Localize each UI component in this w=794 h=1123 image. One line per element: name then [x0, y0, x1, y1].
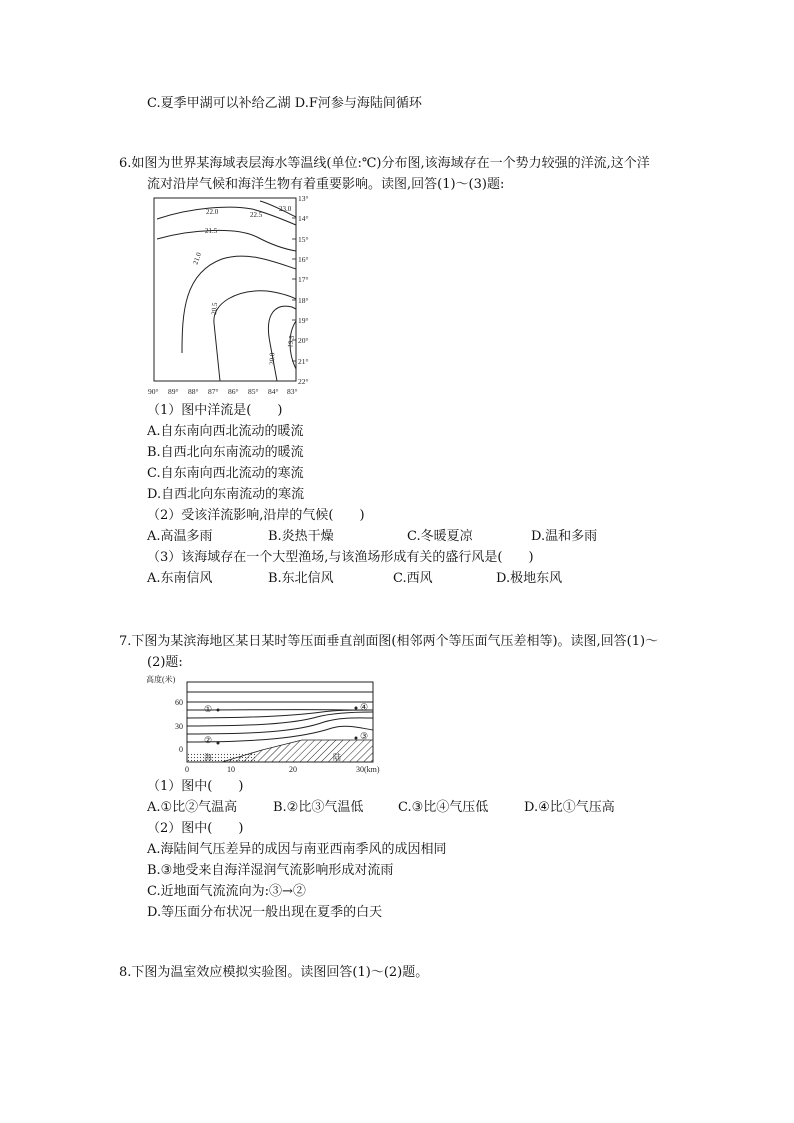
q7-sub2-question: （2）图中( )	[147, 821, 244, 836]
lat-label: 16°	[298, 255, 309, 264]
q6-sub1-option-d[interactable]: D.自西北向东南流动的寒流	[147, 487, 305, 502]
lat-label: 14°	[298, 214, 309, 223]
lat-label: 22°	[298, 377, 309, 386]
q7-stem-line2: (2)题:	[147, 655, 183, 670]
q7-sub1-question: （1）图中( )	[147, 779, 244, 794]
q6-sub1-option-a[interactable]: A.自东南向西北流动的暖流	[147, 424, 304, 439]
q6-sub1-option-c[interactable]: C.自东南向西北流动的寒流	[147, 466, 304, 481]
point-2: ②	[204, 735, 213, 745]
q6-stem-line2: 流对沿岸气候和海洋生物有着重要影响。读图,回答(1)～(3)题:	[147, 177, 505, 192]
q7-sub2-option-a[interactable]: A.海陆间气压差异的成因与南亚西南季风的成因相同	[147, 842, 447, 857]
point-4: ④	[360, 702, 369, 712]
isotherm-21-5: 21.5	[205, 227, 218, 235]
sea-label: 海	[204, 753, 212, 762]
x-tick: 20	[289, 765, 297, 774]
point-1: ①	[204, 704, 213, 714]
x-tick: 0	[185, 765, 189, 774]
lat-label: 17°	[298, 275, 309, 284]
lat-label: 18°	[298, 296, 309, 305]
q6-sub2-option-d[interactable]: D.温和多雨	[531, 529, 598, 544]
land-label: 陆	[333, 753, 341, 762]
lon-label: 89°	[168, 387, 179, 396]
q5-remaining-options: C.夏季甲湖可以补给乙湖 D.F河参与海陆间循环	[147, 96, 422, 111]
q6-sub2-option-c[interactable]: C.冬暖夏凉	[407, 529, 473, 544]
isotherm-21-0: 21.0	[191, 251, 204, 266]
q6-sub1-option-b[interactable]: B.自西北向东南流动的暖流	[147, 445, 304, 460]
q6-sub3-question: （3）该海域存在一个大型渔场,与该渔场形成有关的盛行风是( )	[147, 550, 534, 565]
q7-sub1-option-a[interactable]: A.①比②气温高	[147, 800, 238, 815]
q6-sub3-option-b[interactable]: B.东北信风	[268, 571, 334, 586]
q6-stem-line1: 6.如图为世界某海域表层海水等温线(单位:℃)分布图,该海域存在一个势力较强的洋流,这个洋	[119, 156, 650, 171]
lat-label: 13°	[298, 194, 309, 203]
q7-sub2-option-d[interactable]: D.等压面分布状况一般出现在夏季的白天	[147, 905, 383, 920]
q6-sub3-option-d[interactable]: D.极地东风	[496, 571, 563, 586]
lon-label: 84°	[268, 387, 279, 396]
lat-label: 21°	[298, 357, 309, 366]
lon-label: 88°	[188, 387, 199, 396]
lon-label: 87°	[208, 387, 219, 396]
isotherm-23-0: 23.0	[279, 205, 292, 213]
q7-sub2-option-b[interactable]: B.③地受来自海洋湿润气流影响形成对流雨	[147, 863, 394, 878]
lon-label: 85°	[248, 387, 259, 396]
q6-isotherm-map	[142, 193, 320, 403]
q7-stem-line1: 7.下图为某滨海地区某日某时等压面垂直剖面图(相邻两个等压面气压差相等)。读图,回答(1)～	[119, 634, 659, 649]
q7-sub1-option-c[interactable]: C.③比④气压低	[398, 800, 489, 815]
lat-label: 15°	[298, 235, 309, 244]
q7-sub1-option-d[interactable]: D.④比①气压高	[524, 800, 615, 815]
q6-sub3-option-c[interactable]: C.西风	[393, 571, 433, 586]
q8-stem: 8.下图为温室效应模拟实验图。读图回答(1)～(2)题。	[119, 965, 429, 980]
point-3: ③	[360, 731, 369, 741]
y-tick: 30	[175, 722, 183, 731]
q6-sub1-question: （1）图中洋流是( )	[147, 403, 283, 418]
q6-sub2-question: （2）受该洋流影响,沿岸的气候( )	[147, 508, 365, 523]
y-tick: 0	[179, 745, 183, 754]
x-tick: 10	[227, 765, 235, 774]
q7-sub1-option-b[interactable]: B.②比③气温低	[273, 800, 364, 815]
q6-sub2-option-b[interactable]: B.炎热干燥	[268, 529, 334, 544]
y-tick: 60	[175, 698, 183, 707]
q6-sub3-option-a[interactable]: A.东南信风	[147, 571, 213, 586]
x-tick: 30(km)	[356, 765, 380, 774]
isotherm-22-5: 22.5	[250, 211, 263, 219]
lon-label: 86°	[228, 387, 239, 396]
lon-label: 83°	[287, 387, 298, 396]
lat-label: 19°	[298, 316, 309, 325]
q6-sub2-option-a[interactable]: A.高温多雨	[147, 529, 213, 544]
isotherm-20-0: 20.0	[268, 352, 277, 366]
q7-sub2-option-c[interactable]: C.近地面气流流向为:③→②	[147, 884, 306, 899]
isotherm-20-5: 20.5	[210, 302, 220, 316]
isotherm-22-0: 22.0	[206, 208, 219, 216]
q7-isobar-profile	[142, 672, 394, 778]
lat-label: 20°	[298, 336, 309, 345]
lon-label: 90°	[148, 387, 159, 396]
y-axis-title: 高度(米)	[146, 675, 176, 684]
isotherm-19-5: 19.5	[286, 334, 297, 349]
